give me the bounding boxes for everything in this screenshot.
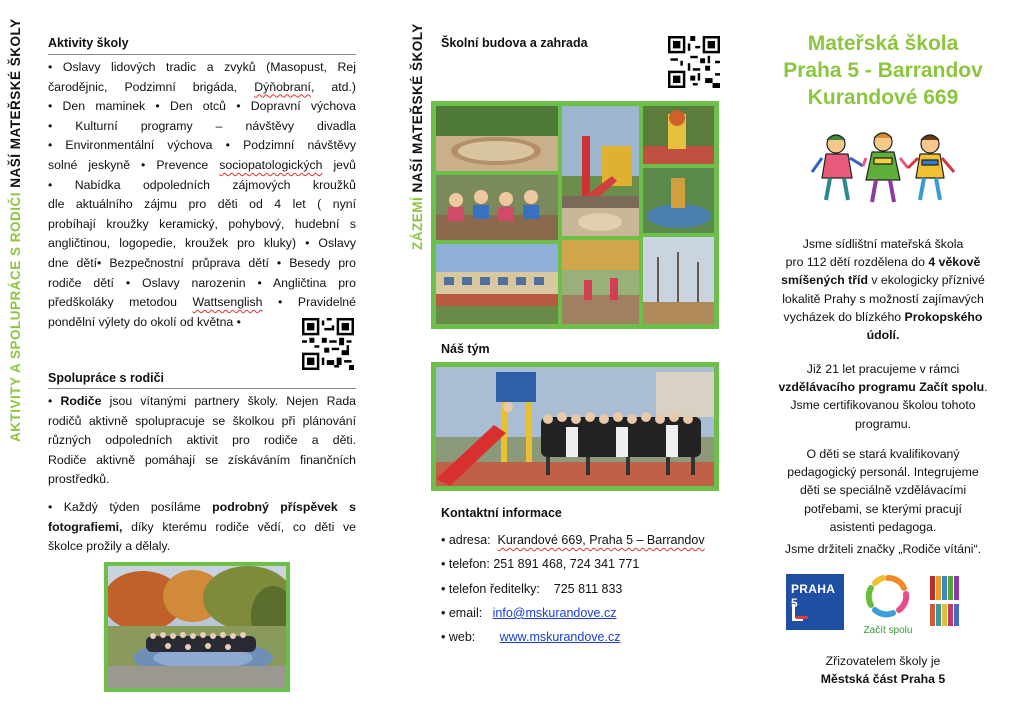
team-heading: Náš tým: [441, 342, 490, 356]
contact-director-phone: • telefon ředitelky: 725 811 833: [441, 581, 623, 596]
group-photo: [108, 566, 286, 688]
photo-trees: [643, 237, 714, 324]
contact-web: • web: www.mskurandove.cz: [441, 630, 621, 645]
photo-playground-2: [643, 106, 714, 164]
intro-text: Jsme sídlištní mateřská škola pro 112 dětí rozdělena do 4 věkově smíšených tříd v ekologicky příznivé lokalitě Prahy s možností zajímavých vycházek do blízkého Prokopského údolí.: [781, 237, 985, 343]
praha5-logo: PRAHA 5: [786, 574, 844, 630]
activities-text: • Oslavy lidových tradic a zvyků (Masopust, Rej čarodějnic, Podzimní brigáda, Dýňobraní, atd.) • Den maminek • Den otců • Dopravní výchova • Kulturní programy – návštěvy divadla • Environmentální výchova • Podzimní návštěvy solné jeskyně • Prevence sociopatologických jevů • Nabídka odpoledních zájmových kroužků dle aktuálního zájmu pro děti od 4 let ( nyní probíhají kroužky keramický, pohybový, hudební s angličtinou, logopedie, kroužek pro kluky) • Oslavy dne dětí• Bezpečnostní průprava dětí • Besedy pro rodiče dětí • Oslavy narozenin • Angličtina pro předškoláky metodou Wattsenglish • Pravidelné pondělní výlety do okolí od května •: [48, 60, 356, 329]
contact-phone: • telefon: 251 891 468, 724 341 771: [441, 557, 640, 572]
parents-divider: [48, 388, 356, 389]
founder-text: Zřizovatelem školy je Městská část Praha 5: [820, 654, 946, 687]
team-photo: [436, 367, 714, 486]
rodice-vitani-logo: [930, 574, 960, 628]
photo-children-table: [436, 175, 558, 240]
rodice-vitani-icon: [930, 574, 960, 628]
photo-sandpit: [562, 196, 639, 236]
program-text: Již 21 let pracujeme v rámci vzdělávacího programu Začít spolu. Jsme certifikovanou školou tohoto programu.: [778, 362, 988, 431]
qr-code-2[interactable]: [668, 36, 720, 88]
contact-email: • email: info@mskurandove.cz: [441, 605, 617, 620]
parents-heading: Spolupráce s rodiči: [48, 371, 165, 385]
contact-address: • adresa: Kurandové 669, Praha 5 – Barrandov: [441, 533, 705, 547]
photo-garden-1: [436, 106, 558, 171]
contact-list: [441, 528, 731, 649]
zacit-spolu-logo: Začít spolu: [857, 572, 919, 634]
photo-children-outdoor: [562, 240, 639, 324]
panel2-vertical-title: ZÁZEMÍ NAŠÍ MATEŘSKÉ ŠKOLY: [410, 23, 425, 250]
zacit-spolu-ring-icon: [857, 572, 919, 618]
qr-code-icon: [302, 318, 354, 370]
staff-text: O děti se stará kvalifikovaný pedagogický personál. Integrujeme děti se speciálně vzdělávacími potřebami, se kterými pracují asistenti pedagoga.: [787, 447, 979, 534]
contact-heading: Kontaktní informace: [441, 506, 562, 520]
panel1-vertical-title: AKTIVITY A SPOLUPRÁCE S RODIČI NAŠÍ MATEŘSKÉ ŠKOLY: [8, 18, 23, 442]
children-illustration: [808, 128, 958, 206]
qr-code-icon: [668, 36, 720, 88]
building-heading: Školní budova a zahrada: [441, 36, 588, 50]
school-title: Mateřská škola Praha 5 - Barrandov Kurandové 669: [783, 32, 983, 109]
dancing-children-icon: [808, 128, 958, 206]
photo-school-building: [436, 244, 558, 324]
qr-code[interactable]: [302, 318, 354, 370]
brand-line: Jsme držiteli značky „Rodiče vítáni“.: [784, 542, 982, 556]
parents-text: • Rodiče jsou vítanými partnery školy. Nejen Rada rodičů aktivně spolupracuje se školkou při plánování různých odpoledních aktivit pro rodiče a děti. Rodiče aktivně pomáhají se získáváním finančních prostředků. • Každý týden posíláme podrobný příspěvek s fotografiemi, díky kterému rodiče vědí, co děti ve školce prožily a dělaly.: [48, 394, 356, 554]
email-link[interactable]: info@mskurandove.cz: [492, 605, 617, 620]
activities-divider: [48, 54, 356, 55]
activities-heading: Aktivity školy: [48, 36, 129, 50]
photo-playground-3: [643, 168, 714, 233]
web-link[interactable]: www.mskurandove.cz: [499, 630, 621, 645]
